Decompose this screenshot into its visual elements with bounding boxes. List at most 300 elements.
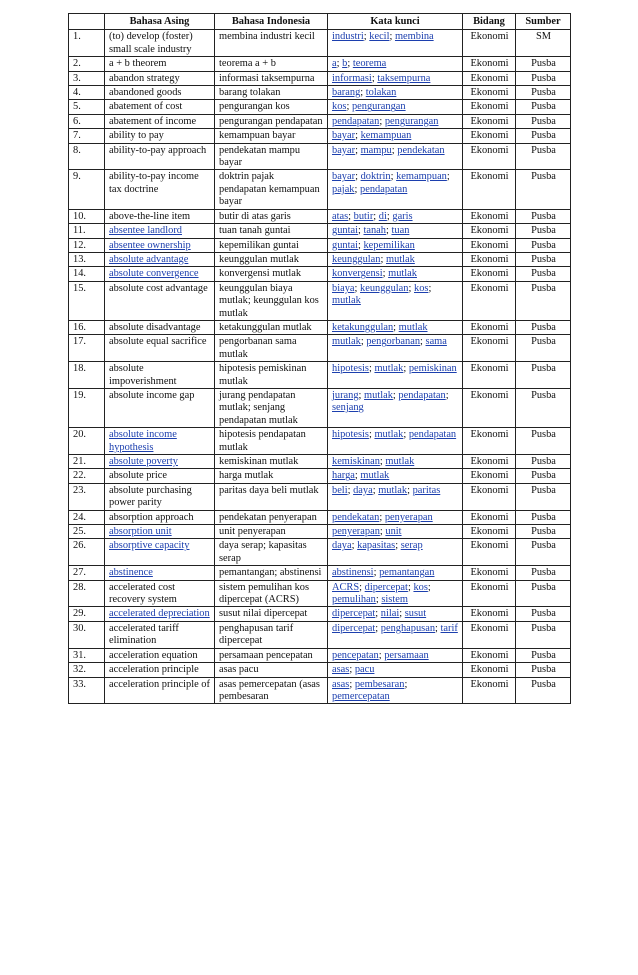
keyword-separator: ; bbox=[445, 389, 449, 401]
source-label: Pusba bbox=[516, 86, 571, 100]
keyword-separator: ; bbox=[348, 210, 354, 222]
keyword-link[interactable]: industri bbox=[332, 31, 364, 43]
indonesian-term: persamaan pencepatan bbox=[215, 648, 328, 662]
source-label: SM bbox=[516, 30, 571, 57]
keyword-separator: ; bbox=[375, 622, 381, 634]
keyword-link[interactable]: dipercepat bbox=[332, 608, 376, 620]
keywords-cell bbox=[328, 281, 463, 320]
keyword-separator: ; bbox=[373, 567, 380, 579]
keyword-separator: ; bbox=[403, 363, 409, 375]
row-number: 12. bbox=[69, 238, 105, 252]
keyword-separator: ; bbox=[386, 210, 393, 222]
field-label: Ekonomi bbox=[463, 100, 516, 114]
source-label: Pusba bbox=[516, 252, 571, 266]
field-label: Ekonomi bbox=[463, 580, 516, 607]
field-label: Ekonomi bbox=[463, 30, 516, 57]
keywords-cell bbox=[328, 607, 463, 621]
indonesian-term: tuan tanah guntai bbox=[215, 224, 328, 238]
keywords-cell bbox=[328, 267, 463, 281]
keyword-link[interactable]: mampu bbox=[360, 144, 392, 156]
table-row bbox=[69, 483, 571, 510]
table-row bbox=[69, 663, 571, 677]
source-label: Pusba bbox=[516, 57, 571, 71]
keyword-link[interactable]: mutlak bbox=[385, 253, 415, 265]
keyword-separator: ; bbox=[355, 130, 361, 142]
field-label: Ekonomi bbox=[463, 483, 516, 510]
foreign-term: accelerated tariff elimination bbox=[105, 621, 215, 648]
keyword-link[interactable]: garis bbox=[392, 210, 413, 222]
foreign-term: absolute cost advantage bbox=[105, 281, 215, 320]
source-label: Pusba bbox=[516, 100, 571, 114]
keyword-link[interactable]: sistem bbox=[381, 594, 408, 606]
keyword-link[interactable]: pencepatan bbox=[332, 649, 379, 661]
foreign-term: acceleration principle bbox=[105, 663, 215, 677]
table-row bbox=[69, 129, 571, 143]
source-label: Pusba bbox=[516, 428, 571, 455]
field-label: Ekonomi bbox=[463, 252, 516, 266]
field-label: Ekonomi bbox=[463, 607, 516, 621]
source-label: Pusba bbox=[516, 114, 571, 128]
keyword-link[interactable]: kos bbox=[414, 282, 429, 294]
keyword-separator: ; bbox=[435, 622, 441, 634]
field-label: Ekonomi bbox=[463, 57, 516, 71]
indonesian-term: pendekatan penyerapan bbox=[215, 510, 328, 524]
keyword-separator: ; bbox=[354, 282, 361, 294]
keyword-link[interactable]: membina bbox=[394, 31, 434, 43]
keyword-link[interactable]: sama bbox=[425, 336, 447, 348]
table-row bbox=[69, 320, 571, 334]
source-label: Pusba bbox=[516, 238, 571, 252]
keywords-cell bbox=[328, 677, 463, 704]
foreign-term: accelerated cost recovery system bbox=[105, 580, 215, 607]
keyword-separator: ; bbox=[360, 87, 366, 99]
keyword-link[interactable]: nilai bbox=[380, 608, 400, 620]
row-number: 19. bbox=[69, 388, 105, 427]
foreign-term: (to) develop (foster) small scale industry bbox=[105, 30, 215, 57]
source-label: Pusba bbox=[516, 143, 571, 170]
keywords-cell bbox=[328, 539, 463, 566]
source-label: Pusba bbox=[516, 580, 571, 607]
row-number: 15. bbox=[69, 281, 105, 320]
indonesian-term: ketakunggulan mutlak bbox=[215, 320, 328, 334]
source-label: Pusba bbox=[516, 483, 571, 510]
keyword-separator: ; bbox=[357, 239, 364, 251]
indonesian-term: pengorbanan sama mutlak bbox=[215, 335, 328, 362]
source-label: Pusba bbox=[516, 621, 571, 648]
foreign-term-cell[interactable] bbox=[105, 238, 215, 252]
keyword-link[interactable]: ketakunggulan bbox=[332, 321, 394, 333]
keyword-link[interactable]: persamaan bbox=[384, 649, 429, 661]
foreign-term: abandoned goods bbox=[105, 86, 215, 100]
indonesian-term: pengurangan kos bbox=[215, 100, 328, 114]
row-number: 30. bbox=[69, 621, 105, 648]
row-number: 26. bbox=[69, 539, 105, 566]
table-row bbox=[69, 362, 571, 389]
field-label: Ekonomi bbox=[463, 267, 516, 281]
keyword-separator: ; bbox=[373, 210, 379, 222]
foreign-term: ability-to-pay income tax doctrine bbox=[105, 170, 215, 209]
source-label: Pusba bbox=[516, 525, 571, 539]
source-label: Pusba bbox=[516, 170, 571, 209]
field-label: Ekonomi bbox=[463, 469, 516, 483]
indonesian-term: sistem pemulihan kos dipercepat (ACRS) bbox=[215, 580, 328, 607]
foreign-term-cell[interactable] bbox=[105, 455, 215, 469]
table-row bbox=[69, 539, 571, 566]
row-number: 4. bbox=[69, 86, 105, 100]
field-label: Ekonomi bbox=[463, 566, 516, 580]
keyword-link[interactable]: jurang bbox=[332, 389, 359, 401]
foreign-term: absorption approach bbox=[105, 510, 215, 524]
foreign-term-link[interactable]: absolute convergence bbox=[109, 268, 199, 280]
keyword-link[interactable]: bayar bbox=[332, 144, 356, 156]
foreign-term: absolute disadvantage bbox=[105, 320, 215, 334]
keyword-link[interactable]: mutlak bbox=[374, 429, 404, 441]
foreign-term-link[interactable]: absolute poverty bbox=[109, 456, 178, 467]
keyword-link[interactable]: mutlak bbox=[360, 470, 390, 482]
keyword-link[interactable]: teorema bbox=[352, 58, 387, 70]
foreign-term-link[interactable]: absentee ownership bbox=[109, 239, 191, 251]
source-label: Pusba bbox=[516, 648, 571, 662]
keyword-link[interactable]: ACRS bbox=[332, 581, 360, 593]
indonesian-term: asas pemercepatan (asas pembesaran bbox=[215, 677, 328, 704]
foreign-term-link[interactable]: absorption unit bbox=[109, 526, 172, 538]
keyword-link[interactable]: atas bbox=[332, 210, 349, 222]
keywords-cell bbox=[328, 224, 463, 238]
field-label: Ekonomi bbox=[463, 648, 516, 662]
keyword-link[interactable]: kos bbox=[413, 581, 428, 593]
source-label: Pusba bbox=[516, 71, 571, 85]
row-number: 27. bbox=[69, 566, 105, 580]
foreign-term: absolute purchasing power parity bbox=[105, 483, 215, 510]
keyword-link[interactable]: asas bbox=[332, 664, 350, 676]
keyword-link[interactable]: hipotesis bbox=[332, 363, 369, 375]
keyword-link[interactable]: daya bbox=[353, 484, 373, 496]
keyword-link[interactable]: taksempurna bbox=[377, 72, 431, 84]
keyword-separator: ; bbox=[379, 511, 385, 523]
table-row bbox=[69, 580, 571, 607]
keyword-link[interactable]: dipercepat bbox=[332, 622, 376, 634]
keyword-link[interactable]: pemiskinan bbox=[408, 363, 457, 375]
keyword-link[interactable]: butir bbox=[353, 210, 374, 222]
keyword-separator: ; bbox=[347, 58, 353, 70]
indonesian-term: pemantangan; abstinensi bbox=[215, 566, 328, 580]
field-label: Ekonomi bbox=[463, 114, 516, 128]
keywords-cell bbox=[328, 86, 463, 100]
keyword-link[interactable]: serap bbox=[400, 540, 423, 552]
foreign-term: abatement of cost bbox=[105, 100, 215, 114]
row-number: 29. bbox=[69, 607, 105, 621]
foreign-term-cell[interactable] bbox=[105, 566, 215, 580]
keyword-link[interactable]: mutlak bbox=[385, 456, 415, 467]
keyword-link[interactable]: keunggulan bbox=[332, 253, 381, 265]
table-row bbox=[69, 607, 571, 621]
keyword-link[interactable]: penyerapan bbox=[384, 511, 433, 523]
keyword-link[interactable]: senjang bbox=[332, 402, 364, 414]
keywords-cell bbox=[328, 663, 463, 677]
keywords-cell bbox=[328, 57, 463, 71]
row-number: 23. bbox=[69, 483, 105, 510]
field-label: Ekonomi bbox=[463, 281, 516, 320]
row-number: 25. bbox=[69, 525, 105, 539]
row-number: 11. bbox=[69, 224, 105, 238]
foreign-term: above-the-line item bbox=[105, 209, 215, 223]
keyword-separator: ; bbox=[355, 144, 361, 156]
keyword-link[interactable]: pengurangan bbox=[351, 101, 406, 113]
keyword-link[interactable]: beli bbox=[332, 484, 348, 496]
row-number: 9. bbox=[69, 170, 105, 209]
keywords-cell bbox=[328, 483, 463, 510]
keyword-separator: ; bbox=[379, 456, 386, 467]
indonesian-term: harga mutlak bbox=[215, 469, 328, 483]
indonesian-term: unit penyerapan bbox=[215, 525, 328, 539]
keywords-cell bbox=[328, 580, 463, 607]
row-number: 20. bbox=[69, 428, 105, 455]
source-label: Pusba bbox=[516, 510, 571, 524]
keyword-link[interactable]: konvergensi bbox=[332, 268, 383, 280]
keyword-separator: ; bbox=[360, 336, 367, 348]
keyword-link[interactable]: kos bbox=[332, 101, 347, 113]
source-label: Pusba bbox=[516, 320, 571, 334]
indonesian-term: keunggulan mutlak bbox=[215, 252, 328, 266]
keyword-separator: ; bbox=[349, 678, 355, 690]
keywords-cell bbox=[328, 100, 463, 114]
foreign-term-link[interactable]: absentee landlord bbox=[109, 225, 182, 237]
keyword-separator: ; bbox=[371, 72, 378, 84]
keyword-link[interactable]: kemampuan bbox=[396, 171, 447, 183]
table-row bbox=[69, 469, 571, 483]
indonesian-term: kepemilikan guntai bbox=[215, 238, 328, 252]
foreign-term-cell[interactable] bbox=[105, 525, 215, 539]
keyword-link[interactable]: b bbox=[342, 58, 348, 70]
source-label: Pusba bbox=[516, 335, 571, 362]
keyword-separator: ; bbox=[386, 225, 392, 237]
keyword-link[interactable]: tolakan bbox=[365, 87, 397, 99]
keyword-link[interactable]: mutlak bbox=[332, 336, 361, 348]
foreign-term: absolute income gap bbox=[105, 388, 215, 427]
keywords-cell bbox=[328, 170, 463, 209]
keyword-separator: ; bbox=[389, 31, 395, 43]
keyword-link[interactable]: guntai bbox=[332, 225, 358, 237]
field-label: Ekonomi bbox=[463, 238, 516, 252]
keyword-separator: ; bbox=[379, 526, 386, 538]
keyword-separator: ; bbox=[379, 115, 385, 127]
keyword-link[interactable]: mutlak bbox=[378, 484, 408, 496]
keyword-separator: ; bbox=[382, 268, 389, 280]
keyword-link[interactable]: pengorbanan bbox=[366, 336, 421, 348]
keyword-link[interactable]: pendapatan bbox=[408, 429, 457, 441]
keyword-link[interactable]: pajak bbox=[332, 183, 355, 195]
foreign-term: abatement of income bbox=[105, 114, 215, 128]
field-label: Ekonomi bbox=[463, 677, 516, 704]
keyword-link[interactable]: guntai bbox=[332, 239, 358, 251]
keywords-cell bbox=[328, 648, 463, 662]
keyword-separator: ; bbox=[408, 282, 414, 294]
table-row bbox=[69, 510, 571, 524]
keyword-separator: ; bbox=[349, 664, 355, 676]
keyword-link[interactable]: tanah bbox=[363, 225, 386, 237]
foreign-term-cell[interactable] bbox=[105, 267, 215, 281]
keyword-link[interactable]: asas bbox=[332, 678, 350, 690]
keyword-link[interactable]: kemiskinan bbox=[332, 456, 380, 467]
keyword-separator: ; bbox=[427, 581, 431, 593]
glossary-table bbox=[68, 13, 571, 704]
field-label: Ekonomi bbox=[463, 428, 516, 455]
field-label: Ekonomi bbox=[463, 320, 516, 334]
header-bidang: Bidang bbox=[463, 14, 516, 30]
indonesian-term: keunggulan biaya mutlak; keunggulan kos mutlak bbox=[215, 281, 328, 320]
keyword-link[interactable]: paritas bbox=[412, 484, 441, 496]
keyword-link[interactable]: daya bbox=[332, 540, 352, 552]
keyword-link[interactable]: bayar bbox=[332, 171, 356, 183]
keyword-separator: ; bbox=[407, 484, 413, 496]
keyword-link[interactable]: kepemilikan bbox=[363, 239, 415, 251]
indonesian-term: pendekatan mampu bayar bbox=[215, 143, 328, 170]
indonesian-term: barang tolakan bbox=[215, 86, 328, 100]
keyword-link[interactable]: di bbox=[378, 210, 387, 222]
keyword-link[interactable]: pendapatan bbox=[398, 389, 446, 401]
source-label: Pusba bbox=[516, 539, 571, 566]
keyword-link[interactable]: kemampuan bbox=[360, 130, 412, 142]
indonesian-term: informasi taksempurna bbox=[215, 71, 328, 85]
keyword-link[interactable]: pacu bbox=[354, 664, 375, 676]
field-label: Ekonomi bbox=[463, 170, 516, 209]
keyword-separator: ; bbox=[393, 321, 399, 333]
keyword-link[interactable]: barang bbox=[332, 87, 361, 99]
keyword-link[interactable]: pembesaran bbox=[354, 678, 405, 690]
foreign-term-link[interactable]: accelerated depreciation bbox=[109, 608, 210, 620]
foreign-term-link[interactable]: absolute income hypothesis bbox=[109, 429, 177, 453]
keyword-link[interactable]: pendapatan bbox=[332, 115, 380, 127]
keywords-cell bbox=[328, 71, 463, 85]
table-row bbox=[69, 71, 571, 85]
field-label: Ekonomi bbox=[463, 621, 516, 648]
field-label: Ekonomi bbox=[463, 224, 516, 238]
indonesian-term: hipotesis pemiskinan mutlak bbox=[215, 362, 328, 389]
table-row bbox=[69, 224, 571, 238]
keyword-link[interactable]: mutlak bbox=[332, 295, 361, 307]
field-label: Ekonomi bbox=[463, 335, 516, 362]
foreign-term-cell[interactable] bbox=[105, 428, 215, 455]
keyword-separator: ; bbox=[407, 581, 414, 593]
source-label: Pusba bbox=[516, 566, 571, 580]
row-number: 2. bbox=[69, 57, 105, 71]
source-label: Pusba bbox=[516, 455, 571, 469]
table-row bbox=[69, 209, 571, 223]
keyword-link[interactable]: hipotesis bbox=[332, 429, 369, 441]
keyword-link[interactable]: harga bbox=[332, 470, 355, 482]
table-row bbox=[69, 267, 571, 281]
source-label: Pusba bbox=[516, 469, 571, 483]
indonesian-term: butir di atas garis bbox=[215, 209, 328, 223]
keyword-link[interactable]: pendapatan bbox=[360, 183, 408, 195]
table-row bbox=[69, 525, 571, 539]
keyword-separator: ; bbox=[380, 253, 386, 265]
foreign-term-link[interactable]: abstinence bbox=[109, 567, 153, 579]
keyword-link[interactable]: dipercepat bbox=[364, 581, 408, 593]
keywords-cell bbox=[328, 129, 463, 143]
row-number: 5. bbox=[69, 100, 105, 114]
keyword-link[interactable]: a bbox=[332, 58, 337, 70]
indonesian-term: kemiskinan mutlak bbox=[215, 455, 328, 469]
row-number: 10. bbox=[69, 209, 105, 223]
source-label: Pusba bbox=[516, 607, 571, 621]
indonesian-term: teorema a + b bbox=[215, 57, 328, 71]
foreign-term-link[interactable]: absolute advantage bbox=[109, 253, 189, 265]
foreign-term-cell[interactable] bbox=[105, 224, 215, 238]
foreign-term-link[interactable]: absorptive capacity bbox=[109, 540, 190, 552]
source-label: Pusba bbox=[516, 677, 571, 704]
table-row bbox=[69, 252, 571, 266]
keyword-link[interactable]: tuan bbox=[391, 225, 410, 237]
header-no bbox=[69, 14, 105, 30]
indonesian-term: doktrin pajak pendapatan kemampuan bayar bbox=[215, 170, 328, 209]
field-label: Ekonomi bbox=[463, 525, 516, 539]
keyword-link[interactable]: doktrin bbox=[360, 171, 391, 183]
row-number: 7. bbox=[69, 129, 105, 143]
keyword-link[interactable]: tarif bbox=[440, 622, 458, 634]
foreign-term: acceleration equation bbox=[105, 648, 215, 662]
indonesian-term: asas pacu bbox=[215, 663, 328, 677]
keyword-separator: ; bbox=[355, 171, 361, 183]
row-number: 24. bbox=[69, 510, 105, 524]
keyword-separator: ; bbox=[354, 470, 361, 482]
keyword-link[interactable]: pemantangan bbox=[379, 567, 435, 579]
keyword-link[interactable]: unit bbox=[385, 526, 402, 538]
keyword-link[interactable]: kecil bbox=[369, 31, 390, 43]
source-label: Pusba bbox=[516, 209, 571, 223]
foreign-term-cell[interactable] bbox=[105, 607, 215, 621]
keyword-link[interactable]: kapasitas bbox=[357, 540, 396, 552]
keyword-link[interactable]: penghapusan bbox=[380, 622, 436, 634]
foreign-term-cell[interactable] bbox=[105, 252, 215, 266]
keyword-link[interactable]: bayar bbox=[332, 130, 356, 142]
indonesian-term: susut nilai dipercepat bbox=[215, 607, 328, 621]
keyword-link[interactable]: pemercepatan bbox=[332, 690, 390, 702]
keyword-link[interactable]: penyerapan bbox=[332, 526, 380, 538]
table-row bbox=[69, 621, 571, 648]
foreign-term: absolute impoverishment bbox=[105, 362, 215, 389]
keyword-link[interactable]: pemulihan bbox=[332, 594, 376, 606]
indonesian-term: paritas daya beli mutlak bbox=[215, 483, 328, 510]
keyword-separator: ; bbox=[346, 101, 352, 113]
foreign-term: acceleration principle of bbox=[105, 677, 215, 704]
keywords-cell bbox=[328, 320, 463, 334]
keyword-link[interactable]: biaya bbox=[332, 282, 355, 294]
keyword-link[interactable]: mutlak bbox=[364, 389, 393, 401]
header-sumber: Sumber bbox=[516, 14, 571, 30]
keyword-link[interactable]: mutlak bbox=[398, 321, 428, 333]
table-row bbox=[69, 388, 571, 427]
source-label: Pusba bbox=[516, 129, 571, 143]
keyword-separator: ; bbox=[368, 429, 375, 441]
keyword-link[interactable]: pendekatan bbox=[397, 144, 445, 156]
foreign-term: ability to pay bbox=[105, 129, 215, 143]
keyword-link[interactable]: mutlak bbox=[374, 363, 404, 375]
keyword-link[interactable]: susut bbox=[404, 608, 427, 620]
keyword-link[interactable]: mutlak bbox=[388, 268, 417, 280]
keyword-link[interactable]: informasi bbox=[332, 72, 372, 84]
table-row bbox=[69, 170, 571, 209]
keyword-link[interactable]: pendekatan bbox=[332, 511, 380, 523]
keyword-link[interactable]: pengurangan bbox=[384, 115, 439, 127]
keyword-separator: ; bbox=[403, 429, 409, 441]
foreign-term-cell[interactable] bbox=[105, 539, 215, 566]
source-label: Pusba bbox=[516, 362, 571, 389]
table-row bbox=[69, 238, 571, 252]
keyword-link[interactable]: abstinensi bbox=[332, 567, 374, 579]
row-number: 13. bbox=[69, 252, 105, 266]
keyword-link[interactable]: keunggulan bbox=[360, 282, 409, 294]
